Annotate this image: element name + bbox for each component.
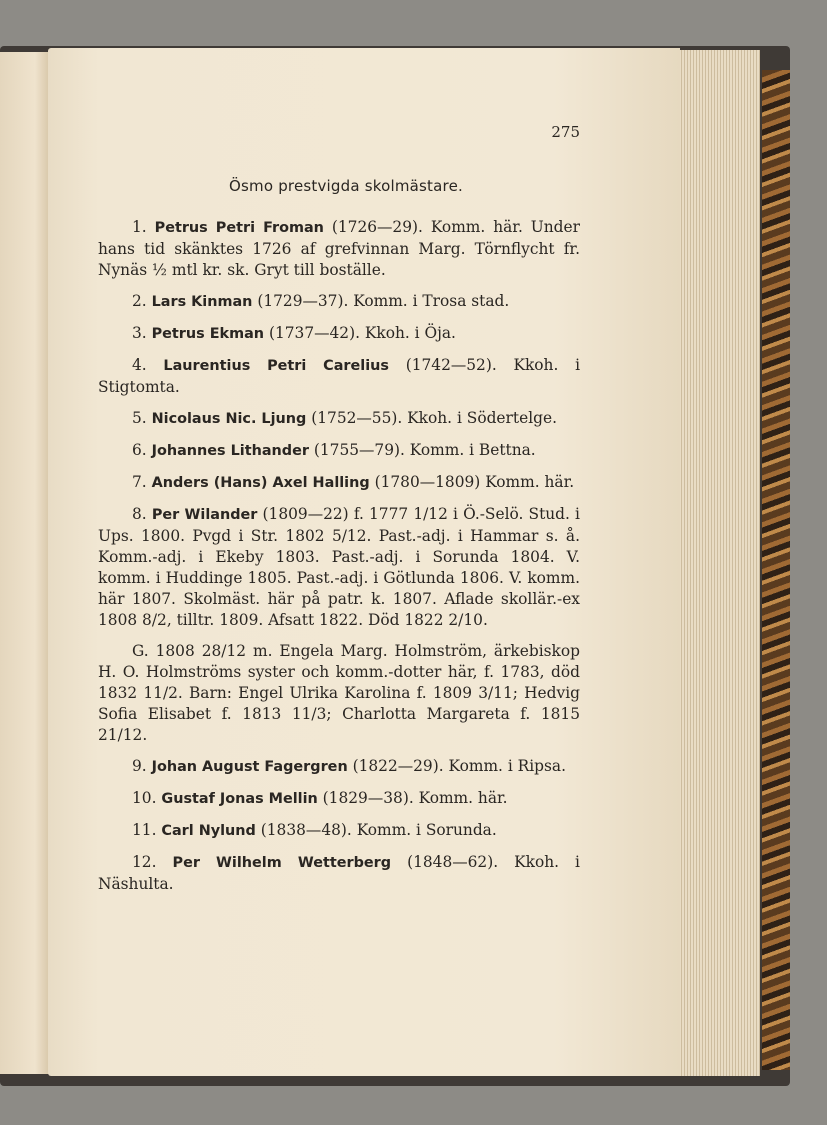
entry-number: 9. — [132, 757, 147, 775]
entry-text: (1729—37). Komm. i Trosa stad. — [252, 292, 510, 310]
list-item — [98, 641, 580, 746]
page-heading: Ösmo prestvigda skolmästare. — [229, 177, 463, 195]
entry-name: Johan August Fagergren — [151, 759, 348, 775]
list-item — [98, 472, 580, 494]
list-item — [98, 355, 580, 398]
entry-text: (1755—79). Komm. i Bettna. — [308, 441, 536, 459]
entry-name: Lars Kinman — [151, 294, 253, 310]
entry-text: G. 1808 28/12 m. Engela Marg. Holmström, ärkebiskop H. O. Holmströms syster och komm.-dotter här, f. 1783, död 1832 11/2. Barn: Engel Ulrika Karolina f. 1809 3/11; Hedvig Sofia Elisabet f. 1813 11/3; Charlotta Margareta f. 1815 21/12. — [98, 642, 580, 744]
entry-name: Anders (Hans) Axel Halling — [151, 475, 370, 491]
entry-number: 8. — [132, 505, 147, 523]
entry-name: Carl Nylund — [161, 823, 256, 839]
page-number: 275 — [551, 123, 580, 141]
entry-name: Petrus Ekman — [151, 326, 265, 342]
list-item — [98, 323, 580, 345]
entry-number: 2. — [132, 292, 147, 310]
entries-list — [98, 217, 580, 895]
entry-text: (1737—42). Kkoh. i Öja. — [264, 324, 456, 342]
entry-number: 4. — [132, 356, 147, 374]
page-stack-edges — [676, 50, 760, 1076]
entry-name: Petrus Petri Froman — [154, 220, 324, 236]
list-item — [98, 504, 580, 631]
entry-name: Per Wilander — [151, 507, 258, 523]
entry-number: 5. — [132, 409, 147, 427]
entry-number: 12. — [132, 853, 157, 871]
entry-number: 10. — [132, 789, 157, 807]
entry-text: (1752—55). Kkoh. i Södertelge. — [306, 409, 557, 427]
entry-text: (1822—29). Komm. i Ripsa. — [347, 757, 566, 775]
entry-text: (1848—62). Kkoh. i Näshulta. — [98, 853, 580, 893]
list-item — [98, 408, 580, 430]
entry-text: (1742—52). Kkoh. i Stigtomta. — [98, 356, 580, 396]
list-item — [98, 820, 580, 842]
page-content — [98, 122, 580, 905]
entry-text: (1809—22) f. 1777 1/12 i Ö.-Selö. Stud. i Ups. 1800. Pvgd i Str. 1802 5/12. Past.-adj. i Hammar s. å. Komm.-adj. i Ekeby 1803. Past.-adj. i Sorunda 1804. V. komm. i Huddinge 1805. Past.-adj. i Götlunda 1806. V. komm. här 1807. Skolmäst. här på patr. k. 1807. Aflade skollär.-ex 1808 8/2, tilltr. 1809. Afsatt 1822. Död 1822 2/10. — [98, 505, 580, 629]
entry-name: Johannes Lithander — [151, 443, 309, 459]
entry-number: 11. — [132, 821, 157, 839]
list-item — [98, 852, 580, 895]
entry-number: 1. — [132, 218, 147, 236]
left-page-edge — [0, 52, 50, 1074]
entry-text: (1829—38). Komm. här. — [317, 789, 508, 807]
entry-name: Laurentius Petri Carelius — [163, 358, 389, 374]
entry-text: (1780—1809) Komm. här. — [369, 473, 575, 491]
entry-number: 6. — [132, 441, 147, 459]
list-item — [98, 217, 580, 281]
entry-name: Per Wilhelm Wetterberg — [172, 855, 392, 871]
list-item — [98, 788, 580, 810]
entry-number: 7. — [132, 473, 147, 491]
entry-text: (1726—29). Komm. här. Under hans tid skänktes 1726 af grefvinnan Marg. Törnflycht fr. Nynäs ½ mtl kr. sk. Gryt till boställe. — [98, 218, 580, 279]
entry-name: Nicolaus Nic. Ljung — [151, 411, 307, 427]
entry-text: (1838—48). Komm. i Sorunda. — [255, 821, 497, 839]
marbled-edge — [762, 70, 790, 1070]
entry-name: Gustaf Jonas Mellin — [161, 791, 318, 807]
list-item — [98, 291, 580, 313]
list-item — [98, 440, 580, 462]
list-item — [98, 756, 580, 778]
entry-number: 3. — [132, 324, 147, 342]
